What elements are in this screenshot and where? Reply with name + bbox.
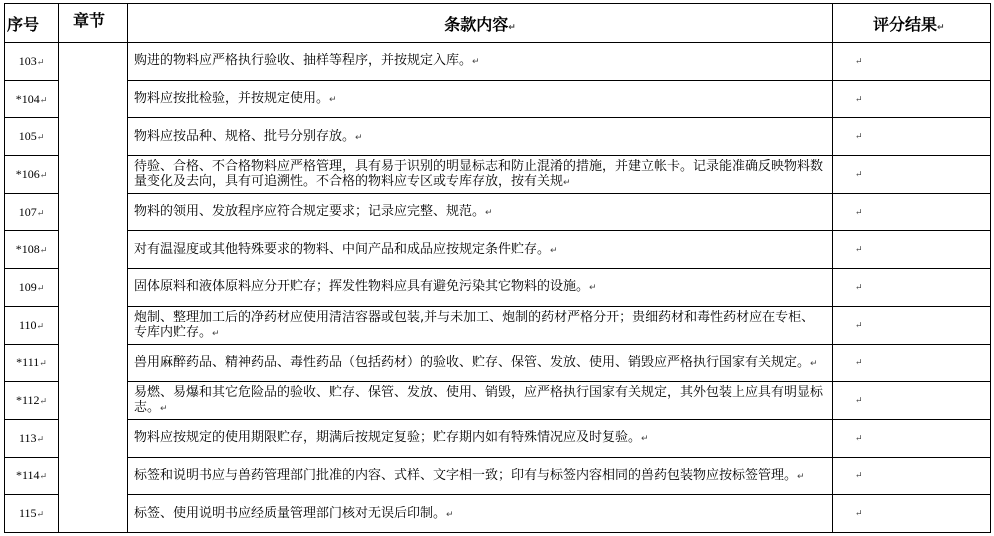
table-row (5, 306, 991, 344)
clause-text-content (134, 430, 826, 447)
clause-text-value: 物料应按批检验，并按规定使用。 (134, 91, 330, 107)
paragraph-mark: ↵ (39, 358, 47, 369)
paragraph-mark: ↵ (36, 282, 45, 293)
paragraph-mark: ↵ (39, 396, 48, 407)
clause-text (128, 43, 833, 81)
paragraph-mark: ↵ (589, 283, 597, 294)
paragraph-mark: ↵ (355, 132, 363, 143)
paragraph-mark: ↵ (160, 404, 168, 415)
paragraph-mark: ↵ (855, 509, 863, 520)
score-cell (833, 344, 991, 382)
score-cell (833, 156, 991, 194)
row-number (5, 118, 59, 156)
clause-text-content (134, 91, 826, 108)
paragraph-mark: ↵ (855, 320, 863, 331)
row-number-text: 107 (18, 204, 37, 219)
score-cell (833, 269, 991, 307)
table-row (5, 193, 991, 231)
row-number (5, 495, 59, 533)
paragraph-mark: ↵ (39, 94, 48, 105)
table-row (5, 269, 991, 307)
clause-text (128, 457, 833, 495)
paragraph-mark: ↵ (855, 94, 863, 105)
paragraph-mark: ↵ (855, 132, 863, 143)
paragraph-mark: ↵ (36, 207, 45, 218)
paragraph-mark: ↵ (36, 132, 45, 143)
score-cell (833, 43, 991, 81)
paragraph-mark: ↵ (36, 56, 45, 67)
header-clause-content (128, 4, 833, 43)
row-number (5, 457, 59, 495)
table-row (5, 156, 991, 194)
paragraph-mark: ↵ (855, 169, 863, 180)
clause-text (128, 419, 833, 457)
clause-text-value: 对有温湿度或其他特殊要求的物料、中间产品和成品应按规定条件贮存。 (134, 241, 551, 257)
clause-text-value: 物料应按品种、规格、批号分别存放。 (134, 128, 356, 144)
row-number (5, 269, 59, 307)
clause-text (128, 118, 833, 156)
paragraph-mark: ↵ (855, 245, 863, 256)
row-number-text: *106 (15, 166, 40, 181)
clause-text-content (134, 279, 826, 296)
clause-text-value: 待验、合格、不合格物料应严格管理，具有易于识别的明显标志和防止混淆的措施，并建立帐卡。记录能准确反映物料数量变化及去向，具有可追溯性。不合格的物料应专区或专库存放，按有关规 (134, 158, 824, 189)
row-number-text: 109 (18, 279, 37, 294)
clause-text-value: 易燃、易爆和其它危险品的验收、贮存、保管、发放、使用、销毁，应严格执行国家有关规定，其外包装上应具有明显标志。 (134, 385, 824, 416)
clause-text (128, 231, 833, 269)
clause-text-content (134, 506, 826, 523)
row-number (5, 80, 59, 118)
paragraph-mark: ↵ (508, 22, 516, 33)
paragraph-mark: ↵ (36, 433, 45, 444)
clause-text-content (134, 355, 826, 372)
clause-text-value: 标签、使用说明书应经质量管理部门核对无误后印制。 (134, 505, 447, 521)
clause-text (128, 382, 833, 420)
table-row (5, 495, 991, 533)
row-number-text: *114 (15, 468, 40, 483)
clause-text-content (134, 242, 826, 259)
paragraph-mark: ↵ (329, 95, 337, 106)
paragraph-mark: ↵ (797, 471, 805, 482)
score-cell (833, 80, 991, 118)
clause-text-content (134, 159, 826, 191)
paragraph-mark: ↵ (855, 396, 863, 407)
score-cell (833, 382, 991, 420)
clause-text-content (134, 468, 826, 485)
table-row (5, 344, 991, 382)
row-number (5, 306, 59, 344)
clause-text-value: 标签和说明书应与兽药管理部门批准的内容、式样、文字相一致；印有与标签内容相同的兽药包装物应按标签管理。 (134, 467, 798, 483)
clause-text (128, 306, 833, 344)
row-number-text: 103 (18, 53, 37, 68)
paragraph-mark: ↵ (641, 434, 649, 445)
paragraph-mark: ↵ (39, 169, 48, 180)
paragraph-mark: ↵ (550, 245, 558, 256)
paragraph-mark: ↵ (472, 57, 480, 68)
row-number (5, 382, 59, 420)
paragraph-mark: ↵ (855, 358, 863, 369)
score-cell (833, 231, 991, 269)
row-number-text: 113 (18, 430, 37, 445)
score-cell (833, 457, 991, 495)
clause-text-content (134, 204, 826, 221)
header-score-label: 评分结果 (873, 14, 938, 34)
paragraph-mark: ↵ (36, 509, 45, 520)
clause-text-value: 固体原料和液体原料应分开贮存；挥发性物料应具有避免污染其它物料的设施。 (134, 279, 590, 295)
table-row (5, 118, 991, 156)
row-number-text: *112 (15, 393, 40, 408)
row-number-text: 110 (18, 317, 37, 332)
clause-text-value: 炮制、整理加工后的净药材应使用清洁容器或包装,并与未加工、炮制的药材严格分开；贵细药材和毒性药材应在专柜、专库内贮存。 (134, 309, 815, 340)
table-row (5, 231, 991, 269)
header-score (833, 4, 991, 43)
paragraph-mark: ↵ (446, 509, 454, 520)
clause-text-value: 物料的领用、发放程序应符合规定要求；记录应完整、规范。 (134, 204, 486, 220)
clause-text-content (134, 129, 826, 146)
row-number (5, 419, 59, 457)
header-clause-label: 条款内容 (444, 14, 509, 34)
clause-text (128, 156, 833, 194)
clause-table (4, 3, 991, 533)
row-number-text: *111 (16, 355, 40, 370)
header-number: 序号 (5, 4, 59, 43)
paragraph-mark: ↵ (39, 471, 48, 482)
table-row (5, 80, 991, 118)
table-row (5, 457, 991, 495)
row-number-text: 105 (18, 129, 37, 144)
table-row (5, 419, 991, 457)
row-number (5, 231, 59, 269)
paragraph-mark: ↵ (36, 320, 45, 331)
score-cell (833, 306, 991, 344)
clause-text-value: 物料应按规定的使用期限贮存，期满后按规定复验；贮存期内如有特殊情况应及时复验。 (134, 430, 642, 446)
paragraph-mark: ↵ (855, 433, 863, 444)
clause-text-content (134, 310, 826, 342)
paragraph-mark: ↵ (855, 282, 863, 293)
row-number (5, 43, 59, 81)
paragraph-mark: ↵ (937, 22, 945, 33)
paragraph-mark: ↵ (855, 207, 863, 218)
clause-text (128, 80, 833, 118)
clause-text-value: 兽用麻醉药品、精神药品、毒性药品（包括药材）的验收、贮存、保管、发放、使用、销毁应严格执行国家有关规定。 (134, 354, 811, 370)
clause-text (128, 495, 833, 533)
score-cell (833, 118, 991, 156)
paragraph-mark: ↵ (212, 328, 220, 339)
paragraph-mark: ↵ (39, 245, 48, 256)
clause-text (128, 269, 833, 307)
clause-text-content (134, 53, 826, 70)
paragraph-mark: ↵ (810, 358, 818, 369)
clause-text (128, 193, 833, 231)
score-cell (833, 419, 991, 457)
row-number (5, 156, 59, 194)
header-row (5, 4, 991, 43)
row-number-text: *104 (15, 91, 40, 106)
row-number (5, 344, 59, 382)
row-number-text: *108 (15, 242, 40, 257)
score-cell (833, 495, 991, 533)
row-number-text: 115 (18, 506, 37, 521)
chapter-cell (59, 43, 128, 533)
paragraph-mark: ↵ (485, 208, 493, 219)
header-chapter: 章节 (59, 4, 128, 43)
table-row (5, 43, 991, 81)
paragraph-mark: ↵ (563, 177, 571, 188)
clause-text (128, 344, 833, 382)
row-number (5, 193, 59, 231)
table-row (5, 382, 991, 420)
score-cell (833, 193, 991, 231)
paragraph-mark: ↵ (855, 471, 863, 482)
clause-text-value: 购进的物料应严格执行验收、抽样等程序，并按规定入库。 (134, 53, 473, 69)
paragraph-mark: ↵ (855, 56, 863, 67)
clause-text-content (134, 385, 826, 417)
